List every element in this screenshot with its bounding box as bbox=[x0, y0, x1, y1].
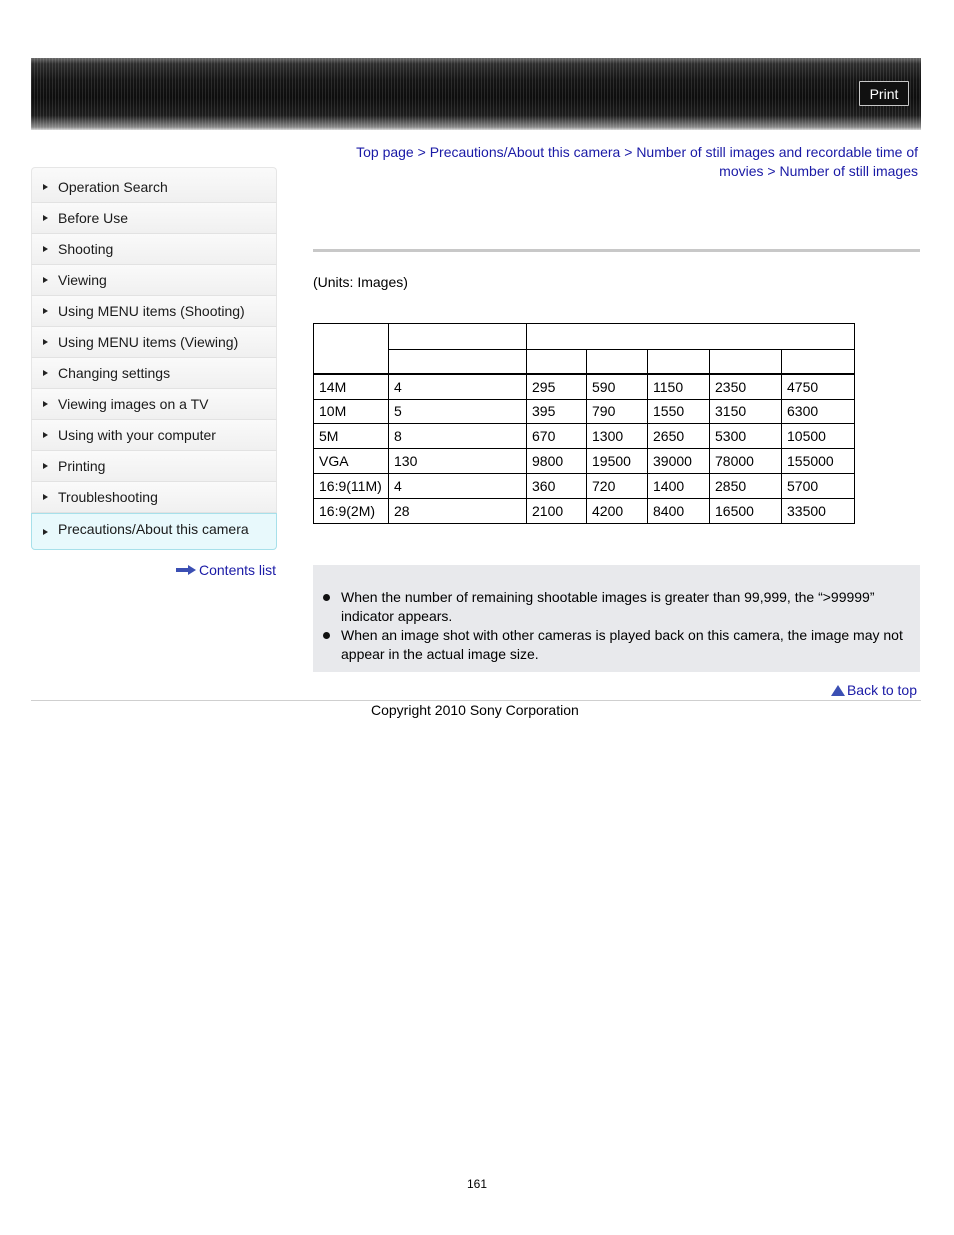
note-item bbox=[341, 626, 910, 664]
table-cell: 2850 bbox=[710, 473, 782, 498]
table-cell: 4750 bbox=[782, 374, 855, 399]
sidebar-item-changing-settings[interactable] bbox=[31, 358, 277, 389]
sidebar-item-label: Viewing bbox=[58, 272, 107, 288]
bullet-icon bbox=[323, 632, 330, 639]
table-row bbox=[314, 473, 855, 498]
table-cell: VGA bbox=[314, 449, 389, 474]
breadcrumb-precautions[interactable]: Precautions/About this camera bbox=[429, 144, 621, 160]
sidebar-item-label: Using with your computer bbox=[58, 427, 216, 443]
table-header-cell bbox=[648, 350, 710, 375]
sidebar-item-viewing[interactable] bbox=[31, 265, 277, 296]
table-cell: 16:9(2M) bbox=[314, 498, 389, 523]
table-cell: 155000 bbox=[782, 449, 855, 474]
sidebar-item-label: Precautions/About this camera bbox=[58, 521, 249, 537]
note-item bbox=[341, 588, 910, 626]
table-cell: 8400 bbox=[648, 498, 710, 523]
sidebar-item-before-use[interactable] bbox=[31, 203, 277, 234]
sidebar-item-shooting[interactable] bbox=[31, 234, 277, 265]
table-cell: 78000 bbox=[710, 449, 782, 474]
back-to-top-label: Back to top bbox=[846, 682, 917, 698]
table-cell: 10M bbox=[314, 399, 389, 424]
table-header-cell bbox=[710, 350, 782, 375]
breadcrumb-separator: > bbox=[624, 144, 633, 160]
contents-list-label: Contents list bbox=[199, 562, 277, 578]
table-cell: 1400 bbox=[648, 473, 710, 498]
table-cell: 33500 bbox=[782, 498, 855, 523]
sidebar-item-label: Operation Search bbox=[58, 179, 168, 195]
table-cell: 1300 bbox=[587, 424, 648, 449]
table-cell: 5M bbox=[314, 424, 389, 449]
sidebar-item-using-with-computer[interactable] bbox=[31, 420, 277, 451]
triangle-right-icon bbox=[43, 432, 48, 438]
triangle-right-icon bbox=[43, 277, 48, 283]
note-text: When the number of remaining shootable images is greater than 99,999, the “>99999” indicator appears. bbox=[341, 589, 875, 624]
table-row bbox=[314, 498, 855, 523]
bullet-icon bbox=[323, 594, 330, 601]
note-text: When an image shot with other cameras is played back on this camera, the image may not appear in the actual image size. bbox=[341, 627, 903, 662]
table-cell: 720 bbox=[587, 473, 648, 498]
header-banner bbox=[31, 58, 921, 130]
breadcrumb-separator: > bbox=[767, 163, 776, 179]
triangle-right-icon bbox=[43, 401, 48, 407]
sidebar-item-precautions[interactable] bbox=[31, 513, 277, 550]
sidebar-item-troubleshooting[interactable] bbox=[31, 482, 277, 513]
triangle-up-icon bbox=[831, 685, 845, 696]
triangle-right-icon bbox=[43, 370, 48, 376]
sidebar-item-label: Before Use bbox=[58, 210, 129, 226]
table-cell: 3150 bbox=[710, 399, 782, 424]
page-number: 161 bbox=[466, 1177, 488, 1191]
breadcrumb-top-page[interactable]: Top page bbox=[356, 144, 414, 160]
sidebar-item-label: Printing bbox=[58, 458, 106, 474]
table-cell: 14M bbox=[314, 374, 389, 399]
table-header-row bbox=[314, 350, 855, 375]
notes-box bbox=[313, 565, 920, 672]
table-cell: 1150 bbox=[648, 374, 710, 399]
table-cell: 2650 bbox=[648, 424, 710, 449]
breadcrumb-number-of-images-and-time[interactable]: Number of still images and recordable time of movies bbox=[636, 144, 918, 179]
table-cell: 5 bbox=[389, 399, 527, 424]
triangle-right-icon bbox=[43, 463, 48, 469]
sidebar-item-printing[interactable] bbox=[31, 451, 277, 482]
notes-list bbox=[341, 588, 910, 664]
table-row bbox=[314, 424, 855, 449]
still-images-table bbox=[313, 323, 855, 524]
copyright-text: Copyright 2010 Sony Corporation bbox=[371, 702, 579, 718]
sidebar-item-label: Troubleshooting bbox=[58, 489, 158, 505]
sidebar-item-operation-search[interactable] bbox=[31, 167, 277, 203]
sidebar-item-label: Using MENU items (Shooting) bbox=[58, 303, 245, 319]
contents-list-link[interactable] bbox=[176, 562, 276, 578]
table-cell: 590 bbox=[587, 374, 648, 399]
table-cell: 790 bbox=[587, 399, 648, 424]
sidebar-item-label: Using MENU items (Viewing) bbox=[58, 334, 239, 350]
table-header-cell bbox=[389, 350, 527, 375]
table-cell: 2350 bbox=[710, 374, 782, 399]
sidebar-item-viewing-on-tv[interactable] bbox=[31, 389, 277, 420]
triangle-right-icon bbox=[43, 215, 48, 221]
table-header-cell bbox=[389, 324, 527, 350]
arrow-right-icon bbox=[176, 565, 196, 575]
title-divider bbox=[313, 249, 920, 252]
table-header-cell bbox=[527, 324, 855, 350]
sidebar-item-label: Viewing images on a TV bbox=[58, 396, 209, 412]
table-header-cell bbox=[314, 324, 389, 375]
table-cell: 28 bbox=[389, 498, 527, 523]
table-row bbox=[314, 449, 855, 474]
table-cell: 10500 bbox=[782, 424, 855, 449]
table-header-row bbox=[314, 324, 855, 350]
table-cell: 16:9(11M) bbox=[314, 473, 389, 498]
table-cell: 5300 bbox=[710, 424, 782, 449]
table-cell: 1550 bbox=[648, 399, 710, 424]
sidebar-item-menu-viewing[interactable] bbox=[31, 327, 277, 358]
table-cell: 395 bbox=[527, 399, 587, 424]
table-cell: 4200 bbox=[587, 498, 648, 523]
breadcrumb-current-page[interactable]: Number of still images bbox=[779, 163, 918, 179]
table-cell: 5700 bbox=[782, 473, 855, 498]
table-cell: 360 bbox=[527, 473, 587, 498]
table-cell: 2100 bbox=[527, 498, 587, 523]
table-cell: 4 bbox=[389, 473, 527, 498]
triangle-right-icon bbox=[43, 529, 48, 535]
table-cell: 19500 bbox=[587, 449, 648, 474]
table-header-cell bbox=[782, 350, 855, 375]
units-label: (Units: Images) bbox=[313, 274, 408, 290]
table-cell: 130 bbox=[389, 449, 527, 474]
table-cell: 670 bbox=[527, 424, 587, 449]
table-row bbox=[314, 399, 855, 424]
sidebar-item-menu-shooting[interactable] bbox=[31, 296, 277, 327]
back-to-top-link[interactable] bbox=[831, 682, 917, 698]
table-header-cell bbox=[587, 350, 648, 375]
table-cell: 8 bbox=[389, 424, 527, 449]
triangle-right-icon bbox=[43, 184, 48, 190]
table-cell: 16500 bbox=[710, 498, 782, 523]
table-row bbox=[314, 374, 855, 399]
footer-divider bbox=[31, 700, 921, 701]
breadcrumb bbox=[313, 143, 918, 181]
sidebar-item-label: Changing settings bbox=[58, 365, 171, 381]
print-button[interactable]: Print bbox=[859, 81, 909, 106]
triangle-right-icon bbox=[43, 246, 48, 252]
table-cell: 9800 bbox=[527, 449, 587, 474]
table-cell: 6300 bbox=[782, 399, 855, 424]
table-cell: 4 bbox=[389, 374, 527, 399]
sidebar-nav bbox=[31, 167, 277, 550]
table-cell: 39000 bbox=[648, 449, 710, 474]
table-cell: 295 bbox=[527, 374, 587, 399]
triangle-right-icon bbox=[43, 494, 48, 500]
triangle-right-icon bbox=[43, 308, 48, 314]
triangle-right-icon bbox=[43, 339, 48, 345]
table-header-cell bbox=[527, 350, 587, 375]
sidebar-item-label: Shooting bbox=[58, 241, 114, 257]
breadcrumb-separator: > bbox=[417, 144, 426, 160]
